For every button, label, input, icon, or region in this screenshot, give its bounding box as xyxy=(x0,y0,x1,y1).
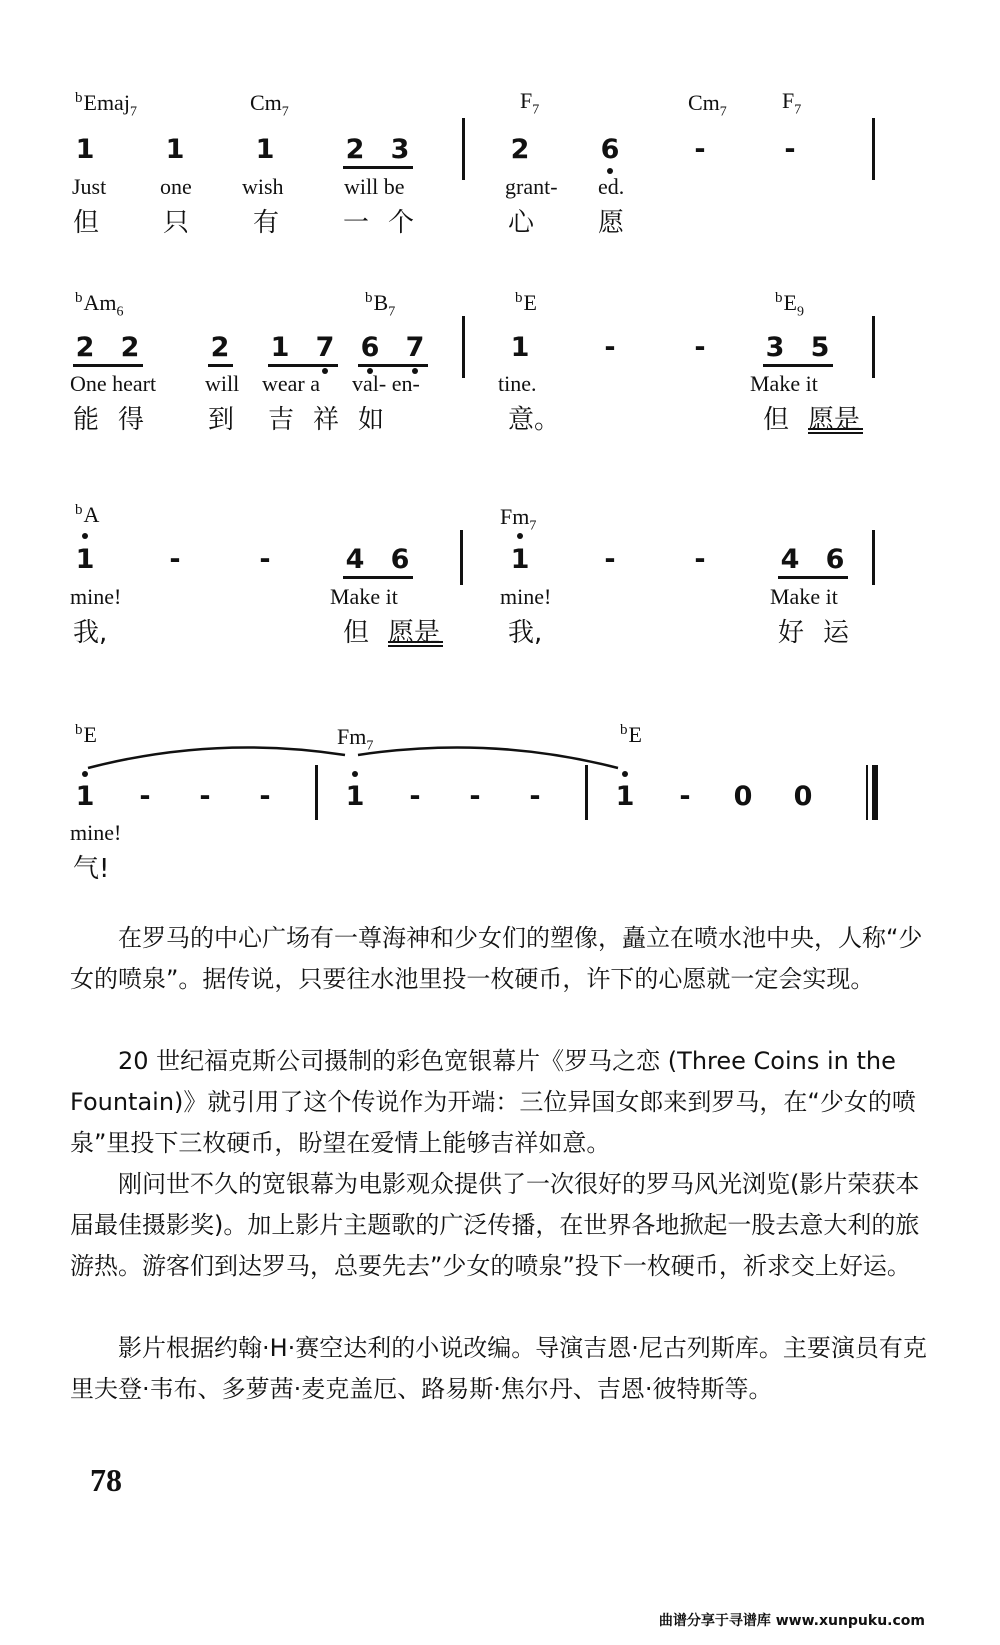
note: 2 xyxy=(210,332,230,363)
note: 1 xyxy=(270,332,290,363)
lyric-chinese: 只 xyxy=(163,208,190,238)
note: 1 xyxy=(75,134,95,165)
lyric-chinese: 祥 xyxy=(313,405,340,435)
lyric-english: mine! xyxy=(70,820,122,845)
note: 1 xyxy=(345,781,365,812)
lyric-chinese: 愿是 xyxy=(808,405,861,435)
tie-arc xyxy=(88,747,345,768)
note: 7 xyxy=(315,332,335,363)
note: 1 xyxy=(75,544,95,575)
chord-symbol: $Fm_7$ xyxy=(500,504,537,534)
lyric-chinese: 但 xyxy=(73,208,100,238)
upper-octave-dot xyxy=(622,771,628,777)
chord-symbol: $F_7$ xyxy=(782,88,802,118)
note-dash: - xyxy=(694,134,706,165)
page-number: 78 xyxy=(90,1462,122,1498)
lyric-chinese: 一 xyxy=(343,208,370,238)
lyric-chinese: 气! xyxy=(73,854,110,884)
note: 4 xyxy=(345,544,365,575)
note-dash: - xyxy=(409,781,421,812)
chord-symbol: $^bAm_6$ xyxy=(75,290,124,320)
note: 2 xyxy=(510,134,530,165)
lyric-chinese: 有 xyxy=(253,208,280,238)
note: 2 xyxy=(345,134,365,165)
note: 0 xyxy=(793,781,813,812)
note-dash: - xyxy=(469,781,481,812)
lyric-chinese: 我, xyxy=(508,618,543,648)
note-dash: - xyxy=(259,544,271,575)
lyric-chinese: 心 xyxy=(508,208,535,238)
lyric-english: Make it xyxy=(750,371,818,396)
note: 1 xyxy=(510,544,530,575)
lyric-english: wear a xyxy=(262,371,321,396)
chord-symbol: $^b$E xyxy=(515,290,537,315)
chord-symbol: $^bE_9$ xyxy=(775,290,804,320)
upper-octave-dot xyxy=(352,771,358,777)
note: 6 xyxy=(600,134,620,165)
note: 3 xyxy=(390,134,410,165)
lyric-chinese: 但 xyxy=(343,618,370,648)
note-dash: - xyxy=(169,544,181,575)
note: 3 xyxy=(765,332,785,363)
final-bar-thick xyxy=(872,765,878,820)
note: 6 xyxy=(390,544,410,575)
lyric-chinese: 我, xyxy=(73,618,108,648)
note: 2 xyxy=(120,332,140,363)
lyric-english: Just xyxy=(72,174,107,199)
lyric-chinese: 运 xyxy=(823,618,850,648)
note-dash: - xyxy=(259,781,271,812)
note: 0 xyxy=(733,781,753,812)
upper-octave-dot xyxy=(82,771,88,777)
lyric-chinese: 好 xyxy=(778,618,805,648)
note-dash: - xyxy=(199,781,211,812)
chord-symbol: $^b$Emaj$_7$ xyxy=(75,90,137,120)
lyric-english: wish xyxy=(242,174,284,199)
note: 1 xyxy=(255,134,275,165)
lyric-english: val- en- xyxy=(352,371,420,396)
lyric-chinese: 得 xyxy=(118,405,145,435)
note: 6 xyxy=(825,544,845,575)
chord-symbol: $F_7$ xyxy=(520,88,540,118)
chord-symbol: $Fm_7$ xyxy=(337,724,374,754)
chord-symbol: $^b$E xyxy=(620,722,642,747)
note-dash: - xyxy=(604,332,616,363)
lyric-chinese: 但 xyxy=(763,405,790,435)
paragraph: 20 世纪福克斯公司摄制的彩色宽银幕片《罗马之恋 (Three Coins in the Fountain)》就引用了这个传说作为开端：三位异国女郎来到罗马，在“少女的喷泉”里投下三枚硬币，盼望在爱情上能够吉祥如意。 xyxy=(70,1047,916,1157)
lyric-chinese: 到 xyxy=(208,405,235,435)
chord-symbol: $^b$E xyxy=(75,722,97,747)
tie-arc xyxy=(358,747,618,768)
note: 2 xyxy=(75,332,95,363)
lyric-chinese: 个 xyxy=(388,208,415,238)
chord-symbol: $^bB_7$ xyxy=(365,290,396,320)
bar-line xyxy=(585,765,588,820)
note-dash: - xyxy=(694,332,706,363)
lyric-english: One heart xyxy=(70,371,157,396)
lyric-english: will xyxy=(205,371,240,396)
lyric-english: one xyxy=(160,174,192,199)
chord-symbol: $Cm_7$ xyxy=(688,90,727,120)
note: 1 xyxy=(615,781,635,812)
lyric-chinese: 愿是 xyxy=(388,618,441,648)
lyric-chinese: 意。 xyxy=(508,405,561,435)
note-dash: - xyxy=(679,781,691,812)
paragraph: 刚问世不久的宽银幕为电影观众提供了一次很好的罗马风光浏览(影片荣获本届最佳摄影奖)。加上影片主题歌的广泛传播，在世界各地掀起一股去意大利的旅游热。游客们到达罗马，总要先去”少女的喷泉”投下一枚硬币，祈求交上好运。 xyxy=(70,1170,920,1280)
note: 4 xyxy=(780,544,800,575)
chord-symbol: $^b$A xyxy=(75,502,100,527)
lyric-english: Make it xyxy=(770,584,838,609)
chord-symbol: $Cm_7$ xyxy=(250,90,289,120)
note: 5 xyxy=(810,332,830,363)
lyric-english: Make it xyxy=(330,584,398,609)
watermark-footer: 曲谱分享于寻谱库 www.xunpuku.com xyxy=(658,1613,925,1629)
lyric-chinese: 吉 xyxy=(268,405,295,435)
note: 1 xyxy=(165,134,185,165)
note: 7 xyxy=(405,332,425,363)
note-dash: - xyxy=(529,781,541,812)
final-bar-thin xyxy=(866,765,868,820)
bar-line xyxy=(315,765,318,820)
note: 1 xyxy=(75,781,95,812)
note: 6 xyxy=(360,332,380,363)
note-dash: - xyxy=(784,134,796,165)
lyric-english: mine! xyxy=(70,584,122,609)
lyric-english: grant- xyxy=(505,174,558,199)
note-dash: - xyxy=(139,781,151,812)
lyric-chinese: 能 xyxy=(73,405,100,435)
note-dash: - xyxy=(604,544,616,575)
lyric-english: will be xyxy=(344,174,405,199)
lyric-english: mine! xyxy=(500,584,552,609)
note: 1 xyxy=(510,332,530,363)
lyric-chinese: 如 xyxy=(358,405,385,435)
lyric-chinese: 愿 xyxy=(598,208,625,238)
paragraph: 影片根据约翰·H·赛空达利的小说改编。导演吉恩·尼古列斯库。主要演员有克里夫登·韦布、多萝茜·麦克盖厄、路易斯·焦尔丹、吉恩·彼特斯等。 xyxy=(70,1334,927,1403)
lyric-english: ed. xyxy=(598,174,625,199)
paragraph: 在罗马的中心广场有一尊海神和少女们的塑像，矗立在喷水池中央，人称“少女的喷泉”。据传说，只要往水池里投一枚硬币，许下的心愿就一定会实现。 xyxy=(70,924,923,993)
lyric-english: tine. xyxy=(498,371,537,396)
note-dash: - xyxy=(694,544,706,575)
